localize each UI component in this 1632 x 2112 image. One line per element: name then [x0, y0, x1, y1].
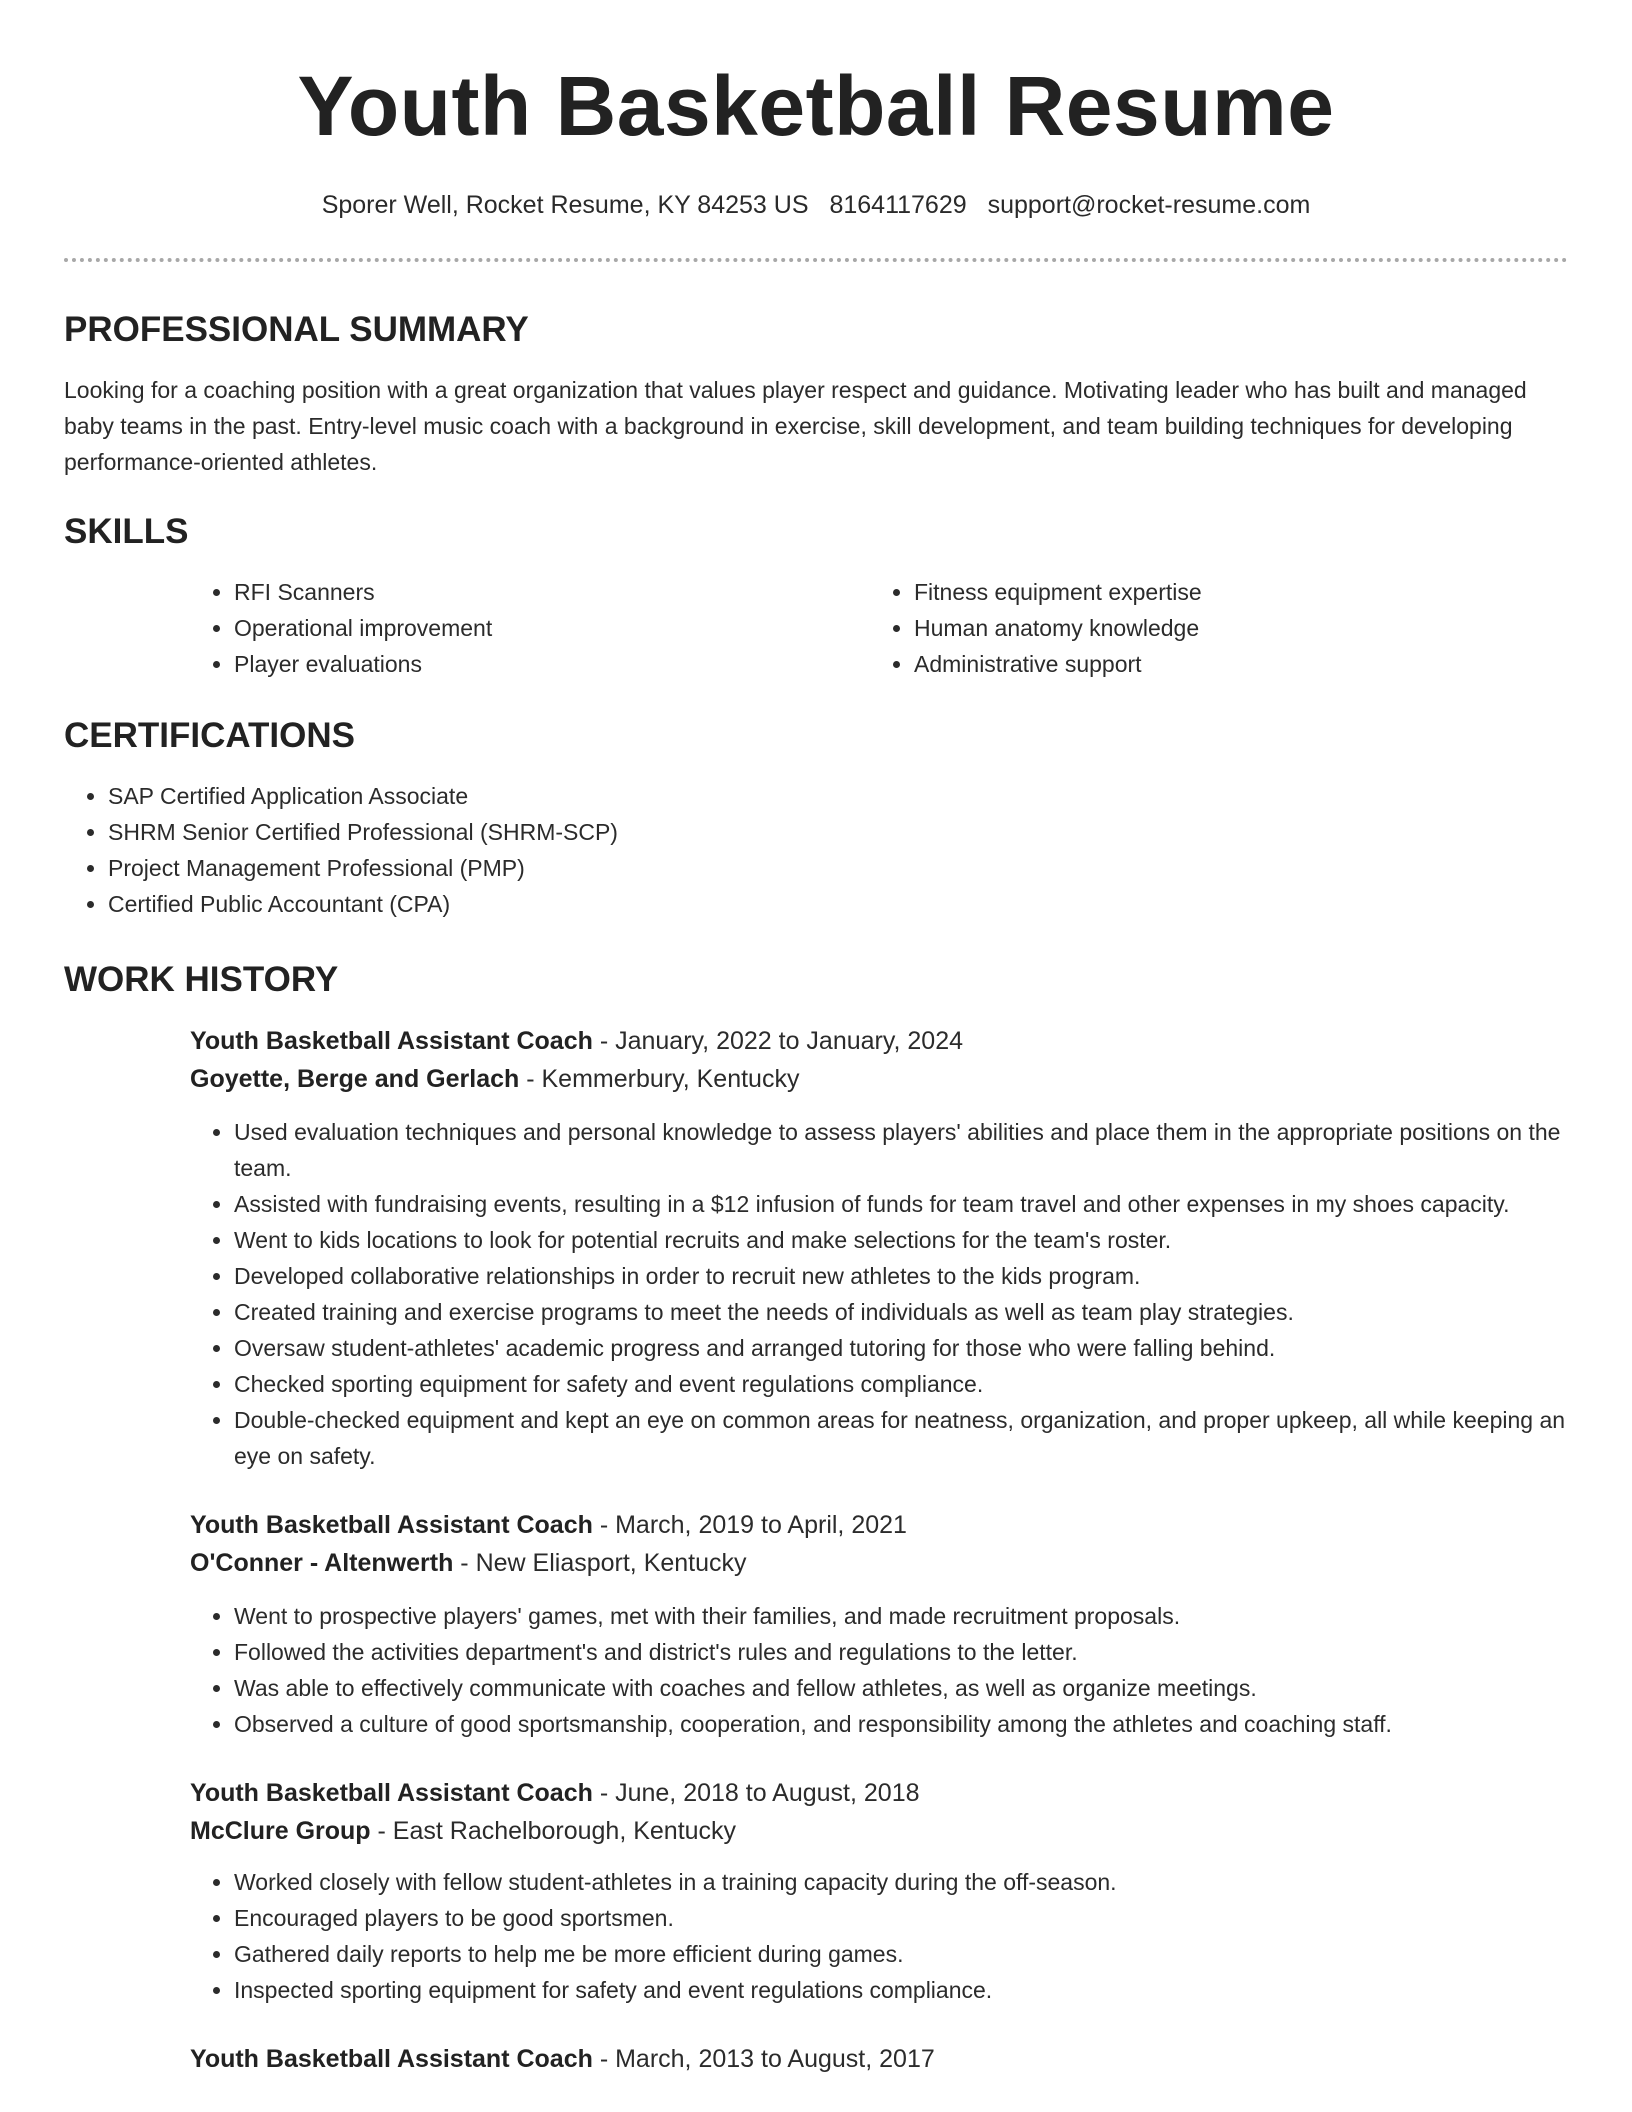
job-dates: - January, 2022 to January, 2024: [592, 1027, 964, 1055]
job-location: - East Rachelborough, Kentucky: [370, 1817, 737, 1845]
resume-page: [64, 0, 1568, 2078]
job-title: Youth Basketball Assistant Coach: [190, 2045, 593, 2073]
job-bullet: • Oversaw student-athletes' academic progress and arranged tutoring for those who were falling behind.: [234, 1330, 1568, 1366]
certifications-section: [64, 716, 1568, 922]
job-bullet: • Went to prospective players' games, met with their families, and made recruitment proposals.: [234, 1598, 1568, 1634]
job-title-line: [190, 1506, 1568, 1544]
skills-heading: SKILLS: [64, 512, 189, 551]
job-bullet: • Was able to effectively communicate with coaches and fellow athletes, as well as organize meetings.: [234, 1670, 1568, 1706]
skill-item: • Player evaluations: [234, 646, 870, 682]
skills-column-left: [190, 574, 870, 682]
job-title: Youth Basketball Assistant Coach: [190, 1511, 593, 1539]
work-history-section: [64, 960, 1568, 2078]
job-company-line: [190, 1812, 1568, 1850]
job-dates: - March, 2013 to August, 2017: [592, 2045, 935, 2073]
job-bullet: • Developed collaborative relationships in order to recruit new athletes to the kids program.: [234, 1258, 1568, 1294]
summary-heading: PROFESSIONAL SUMMARY: [64, 310, 529, 349]
job-bullet: • Encouraged players to be good sportsmen.: [234, 1900, 1568, 1936]
job-bullet: • Worked closely with fellow student-athletes in a training capacity during the off-season.: [234, 1864, 1568, 1900]
contact-line: [64, 190, 1568, 220]
job-bullets: [190, 1598, 1568, 1742]
certifications-heading: CERTIFICATIONS: [64, 716, 356, 755]
job-entry: [190, 2040, 1568, 2078]
job-bullet: • Created training and exercise programs to meet the needs of individuals as well as team play strategies.: [234, 1294, 1568, 1330]
certifications-list: [64, 778, 1568, 922]
job-dates: - June, 2018 to August, 2018: [592, 1779, 920, 1807]
job-title-line: [190, 1774, 1568, 1812]
contact-address: Sporer Well, Rocket Resume, KY 84253 US: [321, 191, 809, 219]
header-divider: [64, 258, 1568, 262]
resume-title: Youth Basketball Resume: [297, 59, 1335, 153]
job-company: Goyette, Berge and Gerlach: [190, 1065, 520, 1093]
skill-item: • Human anatomy knowledge: [914, 610, 1550, 646]
job-bullet: • Checked sporting equipment for safety and event regulations compliance.: [234, 1366, 1568, 1402]
job-company: O'Conner - Altenwerth: [190, 1549, 454, 1577]
job-entry: [190, 1022, 1568, 1474]
job-company: McClure Group: [190, 1817, 371, 1845]
job-entry: [190, 1506, 1568, 1742]
job-title: Youth Basketball Assistant Coach: [190, 1027, 593, 1055]
job-location: - Kemmerbury, Kentucky: [519, 1065, 800, 1093]
contact-phone: 8164117629: [829, 191, 967, 219]
job-bullet: • Followed the activities department's and district's rules and regulations to the letter.: [234, 1634, 1568, 1670]
job-bullet: • Used evaluation techniques and personal knowledge to assess players' abilities and place them in the appropriate positions on the team.: [234, 1114, 1568, 1186]
skills-grid: [190, 574, 1568, 682]
job-bullet: • Gathered daily reports to help me be more efficient during games.: [234, 1936, 1568, 1972]
skill-item: • Operational improvement: [234, 610, 870, 646]
summary-text: Looking for a coaching position with a great organization that values player respect and guidance. Motivating leader who has built and managed baby teams in the past. Entry-level music coach with a background in exercise, skill development, and team building techniques for developing performance-oriented athletes.: [64, 377, 1527, 475]
job-dates: - March, 2019 to April, 2021: [592, 1511, 907, 1539]
job-title-line: [190, 2040, 1568, 2078]
skill-item: • Fitness equipment expertise: [914, 574, 1550, 610]
job-entry: [190, 1774, 1568, 2008]
skills-section: [64, 512, 1568, 682]
job-bullets: [190, 1864, 1568, 2008]
certification-item: • Project Management Professional (PMP): [108, 850, 1568, 886]
job-title-line: [190, 1022, 1568, 1060]
job-bullets: [190, 1114, 1568, 1474]
job-bullet: • Double-checked equipment and kept an eye on common areas for neatness, organization, and proper upkeep, all while keeping an eye on safety.: [234, 1402, 1568, 1474]
work-history-heading: WORK HISTORY: [64, 960, 339, 999]
job-bullet: • Inspected sporting equipment for safety and event regulations compliance.: [234, 1972, 1568, 2008]
job-company-line: [190, 1544, 1568, 1582]
job-bullet: • Observed a culture of good sportsmanship, cooperation, and responsibility among the athletes and coaching staff.: [234, 1706, 1568, 1742]
certification-item: • SAP Certified Application Associate: [108, 778, 1568, 814]
job-company-line: [190, 1060, 1568, 1098]
skills-column-right: [870, 574, 1550, 682]
certification-item: • SHRM Senior Certified Professional (SHRM-SCP): [108, 814, 1568, 850]
summary-section: [64, 310, 1568, 480]
certification-item: • Certified Public Accountant (CPA): [108, 886, 1568, 922]
skill-item: • RFI Scanners: [234, 574, 870, 610]
contact-email: support@rocket-resume.com: [987, 191, 1311, 219]
job-title: Youth Basketball Assistant Coach: [190, 1779, 593, 1807]
job-bullet: • Went to kids locations to look for potential recruits and make selections for the team's roster.: [234, 1222, 1568, 1258]
skill-item: • Administrative support: [914, 646, 1550, 682]
job-bullet: • Assisted with fundraising events, resulting in a $12 infusion of funds for team travel and other expenses in my shoes capacity.: [234, 1186, 1568, 1222]
job-location: - New Eliasport, Kentucky: [453, 1549, 747, 1577]
